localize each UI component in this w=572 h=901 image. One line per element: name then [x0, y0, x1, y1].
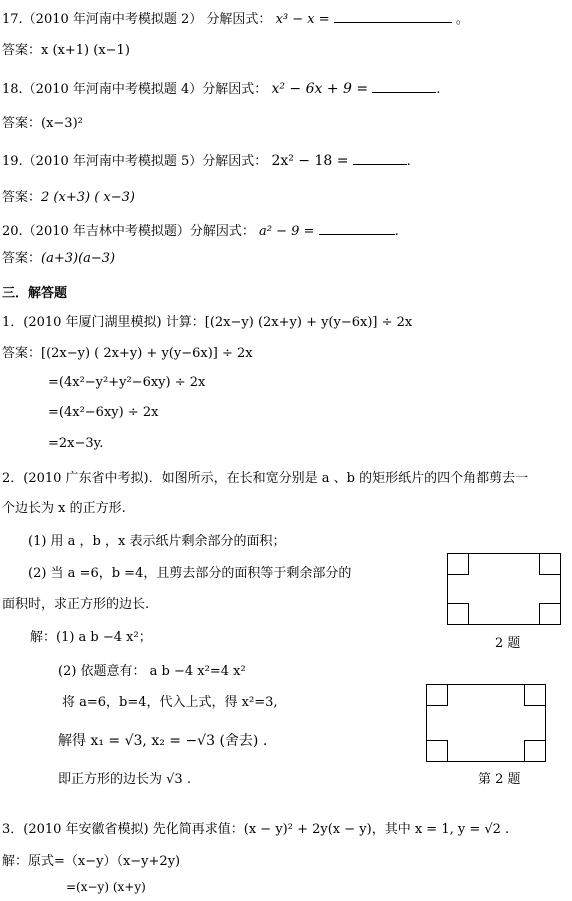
problem-2-solution-5: 即正方形的边长为 √3 . — [58, 772, 191, 787]
q19-end: . — [406, 154, 411, 169]
problem-3-solution-1: 解：原式=（x−y）（x−y+2y) — [2, 854, 181, 869]
corner-square — [539, 603, 561, 625]
figure-1-rectangle — [447, 553, 561, 625]
a17 — [2, 39, 130, 58]
problem-1-step-3: =2x−3y. — [48, 436, 104, 451]
answer-text: x (x+1) (x−1) — [41, 43, 130, 58]
q20-expr: a² − 9 = — [259, 224, 315, 239]
problem-2-question-line-1: 2．(2010 广东省中考拟)．如图所示，在长和宽分别是 a 、b 的矩形纸片的四个角都剪去一 — [2, 471, 529, 486]
corner-square — [447, 553, 469, 575]
problem-2-solution-3: 将 a=6，b=4，代入上式，得 x²=3, — [62, 695, 278, 710]
answer-label: 答案： — [2, 251, 42, 266]
answer-blank — [319, 222, 395, 235]
answer-text: (x−3)² — [41, 116, 83, 131]
problem-2-solution-4: 解得 x₁ = √3, x₂ = −√3 (舍去) . — [58, 733, 268, 749]
corner-square — [426, 684, 448, 706]
corner-square — [524, 684, 546, 706]
figure-2-rectangle — [426, 684, 546, 762]
answer-text: (a+3)(a−3) — [41, 251, 116, 266]
answer-text: 2 (x+3) ( x−3) — [41, 190, 135, 205]
problem-3-question: 3．(2010 年安徽省模拟) 先化简再求值：(x − y)² + 2y(x − y)，其中 x = 1, y = √2 . — [2, 822, 510, 837]
answer-blank — [334, 10, 452, 23]
q19-prefix: 19.（2010 年河南中考模拟题 5）分解因式： — [2, 154, 268, 169]
q19-expr: 2x² − 18 = — [271, 153, 349, 169]
problem-2-subq-1: (1) 用 a ，b ，x 表示纸片剩余部分的面积； — [28, 534, 286, 549]
problem-1-step-2: =(4x²−6xy) ÷ 2x — [48, 405, 159, 420]
problem-2-solution-2: (2) 依题意有： a b −4 x²=4 x² — [58, 664, 246, 679]
corner-square — [524, 740, 546, 762]
figure-2-caption: 第 2 题 — [478, 772, 521, 787]
answer-label: 答案： — [2, 43, 42, 58]
section-heading: 三．解答题 — [2, 286, 68, 301]
answer-label: 答案： — [2, 190, 42, 205]
corner-square — [539, 553, 561, 575]
q18-end: . — [436, 82, 441, 97]
answer-label: 答案： — [2, 116, 42, 131]
problem-2-solution-1: 解：(1) a b −4 x²； — [30, 630, 152, 645]
q17-expr: x³ − x = — [275, 12, 330, 27]
q17-prefix: 17.（2010 年河南中考模拟题 2） 分解因式： — [2, 12, 272, 27]
problem-2-subq-2: (2) 当 a =6，b =4，且剪去部分的面积等于剩余部分的 — [28, 566, 352, 581]
corner-square — [447, 603, 469, 625]
problem-1-step-1: =(4x²−y²+y²−6xy) ÷ 2x — [48, 375, 206, 390]
answer-blank — [353, 152, 407, 165]
q20-prefix: 20.（2010 年吉林中考模拟题）分解因式： — [2, 224, 255, 239]
q19 — [2, 150, 411, 169]
a20 — [2, 247, 115, 266]
problem-2-question-line-2: 个边长为 x 的正方形. — [2, 501, 126, 516]
a19 — [2, 186, 135, 205]
q20 — [2, 220, 399, 239]
problem-3-solution-2: =(x−y) (x+y) — [66, 880, 146, 894]
a18 — [2, 112, 83, 131]
problem-1-answer: 答案：[(2x−y) ( 2x+y) + y(y−6x)] ÷ 2x — [2, 346, 253, 361]
q18-expr: x² − 6x + 9 = — [271, 81, 369, 97]
problem-1-question: 1．(2010 年厦门湖里模拟) 计算：[(2x−y) (2x+y) + y(y−6x)] ÷ 2x — [2, 315, 413, 330]
q17-end: 。 — [455, 12, 469, 27]
corner-square — [426, 740, 448, 762]
problem-2-subq-2-cont: 面积时，求正方形的边长. — [2, 597, 150, 612]
q18 — [2, 78, 440, 97]
answer-blank — [372, 80, 436, 93]
q18-prefix: 18.（2010 年河南中考模拟题 4）分解因式： — [2, 82, 268, 97]
q17 — [2, 8, 469, 27]
figure-1-caption: 2 题 — [495, 636, 521, 651]
q20-end: . — [394, 224, 399, 239]
